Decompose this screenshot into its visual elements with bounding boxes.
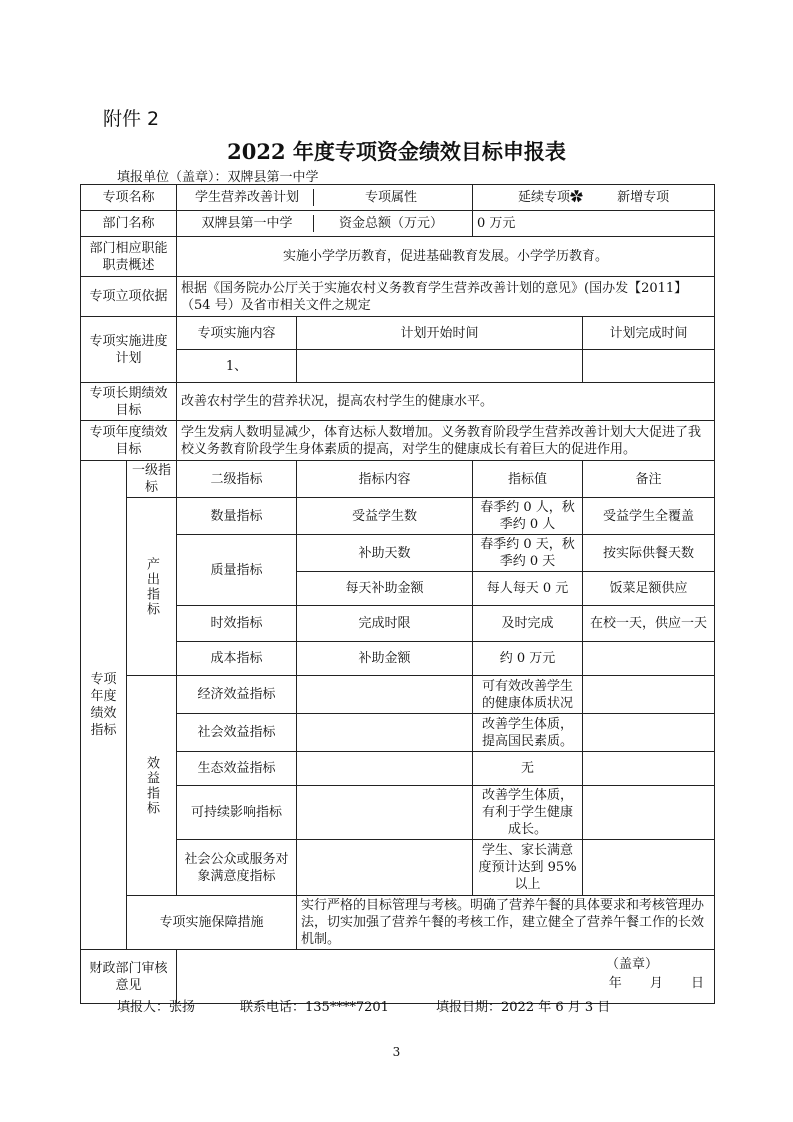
output-row	[81, 642, 715, 676]
longterm-text: 改善农村学生的营养状况，提高农村学生的健康水平。	[177, 383, 715, 421]
output-note	[583, 642, 715, 676]
output-note: 受益学生全覆盖	[583, 498, 715, 535]
guarantee-row	[81, 896, 715, 950]
basis-text: 根据《国务院办公厅关于实施农村义务教育学生营养改善计划的意见》(国办发【2011】（54 号）及省市相关文件之规定	[177, 277, 715, 317]
output-value: 每人每天 0 元	[473, 572, 583, 606]
duty-row	[81, 237, 715, 277]
benefit-row	[81, 676, 715, 714]
output-level2: 质量指标	[177, 535, 297, 606]
duty-label: 部门相应职能职责概述	[81, 237, 177, 277]
footer-date: 填报日期：2022 年 6 月 3 日	[436, 1000, 611, 1015]
benefit-value: 学生、家长满意度预计达到 95%以上	[473, 840, 583, 896]
output-row	[81, 535, 715, 572]
longterm-label: 专项长期绩效目标	[81, 383, 177, 421]
indicator-section-label: 专项年度绩效指标	[81, 461, 127, 950]
output-content: 完成时限	[297, 606, 473, 642]
output-row	[81, 606, 715, 642]
benefit-value: 改善学生体质，有利于学生健康成长。	[473, 786, 583, 840]
benefit-content	[297, 676, 473, 714]
duty-text: 实施小学学历教育，促进基础教育发展。小学学历教育。	[177, 237, 715, 277]
basis-label: 专项立项依据	[81, 277, 177, 317]
attachment-label: 附件 2	[103, 108, 160, 130]
output-content: 补助天数	[297, 535, 473, 572]
guarantee-label: 专项实施保障措施	[127, 896, 297, 950]
attribute-new: 新增专项	[617, 190, 670, 205]
plan-end	[583, 350, 715, 383]
benefit-level2: 经济效益指标	[177, 676, 297, 714]
header-level2: 二级指标	[177, 461, 297, 498]
plan-data-row	[81, 350, 715, 383]
output-row	[81, 498, 715, 535]
attribute-value	[473, 185, 715, 211]
output-level2: 成本指标	[177, 642, 297, 676]
footer-filler: 填报人：张扬	[117, 1000, 196, 1015]
output-value: 春季约 0 天，秋季约 0 天	[473, 535, 583, 572]
basis-row	[81, 277, 715, 317]
fund-label: 资金总额（万元）	[313, 215, 468, 232]
benefit-value: 可有效改善学生的健康体质状况	[473, 676, 583, 714]
benefit-level2: 生态效益指标	[177, 752, 297, 786]
plan-header-end: 计划完成时间	[583, 317, 715, 350]
annual-label: 专项年度绩效目标	[81, 421, 177, 461]
review-date: 年 月 日	[608, 975, 705, 991]
guarantee-text: 实行严格的目标管理与考核。明确了营养午餐的具体要求和考核管理办法，切实加强了营养午餐的考核工作，建立健全了营养午餐工作的长效机制。	[297, 896, 715, 950]
output-content: 受益学生数	[297, 498, 473, 535]
form-title: 2022 年度专项资金绩效目标申报表	[227, 139, 566, 164]
benefit-content	[297, 714, 473, 752]
header-content: 指标内容	[297, 461, 473, 498]
plan-start	[297, 350, 583, 383]
header-level1: 一级指标	[127, 461, 177, 498]
annual-text: 学生发病人数明显减少，体育达标人数增加。义务教育阶段学生营养改善计划大大促进了我校义务教育阶段学生身体素质的提高，对学生的健康成长有着巨大的促进作用。	[177, 421, 715, 461]
benefit-value: 改善学生体质，提高国民素质。	[473, 714, 583, 752]
output-value: 及时完成	[473, 606, 583, 642]
benefit-note	[583, 840, 715, 896]
header-value: 指标值	[473, 461, 583, 498]
plan-label: 专项实施进度计划	[81, 317, 177, 383]
attribute-label: 专项属性	[313, 189, 468, 206]
output-content: 每天补助金额	[297, 572, 473, 606]
output-note: 按实际供餐天数	[583, 535, 715, 572]
fund-value: 0 万元	[473, 211, 715, 237]
footer-phone: 联系电话：135****7201	[240, 1000, 389, 1015]
project-name-label: 专项名称	[81, 185, 177, 211]
longterm-row	[81, 383, 715, 421]
project-name-cell	[177, 185, 473, 211]
plan-content: 1、	[177, 350, 297, 383]
benefit-content	[297, 752, 473, 786]
application-table	[80, 184, 715, 1004]
benefit-value: 无	[473, 752, 583, 786]
dept-name-value: 双牌县第一中学	[201, 216, 293, 231]
benefit-note	[583, 752, 715, 786]
project-name-value: 学生营养改善计划	[195, 190, 300, 205]
output-value: 春季约 0 人，秋季约 0 人	[473, 498, 583, 535]
dept-name-label: 部门名称	[81, 211, 177, 237]
seal-text: （盖章）	[606, 956, 659, 972]
dept-name-cell	[177, 211, 473, 237]
annual-row	[81, 421, 715, 461]
benefit-content	[297, 786, 473, 840]
project-row	[81, 185, 715, 211]
output-label: 产出指标	[127, 498, 177, 676]
output-level2: 时效指标	[177, 606, 297, 642]
page-number: 3	[392, 1045, 401, 1059]
finance-label: 财政部门审核意见	[81, 950, 177, 1004]
plan-header-start: 计划开始时间	[297, 317, 583, 350]
plan-header-content: 专项实施内容	[177, 317, 297, 350]
plan-header-row	[81, 317, 715, 350]
output-note: 饭菜足额供应	[583, 572, 715, 606]
benefit-level2: 社会效益指标	[177, 714, 297, 752]
benefit-row	[81, 786, 715, 840]
output-value: 约 0 万元	[473, 642, 583, 676]
benefit-level2: 可持续影响指标	[177, 786, 297, 840]
benefit-note	[583, 714, 715, 752]
benefit-level2: 社会公众或服务对象满意度指标	[177, 840, 297, 896]
attribute-continue: 延续专项✿	[517, 190, 583, 205]
benefit-note	[583, 786, 715, 840]
benefit-row	[81, 840, 715, 896]
output-level2: 数量指标	[177, 498, 297, 535]
dept-row	[81, 211, 715, 237]
header-note: 备注	[583, 461, 715, 498]
output-content: 补助金额	[297, 642, 473, 676]
filling-unit: 填报单位（盖章）：双牌县第一中学	[117, 170, 319, 185]
benefit-row	[81, 714, 715, 752]
indicator-header-row	[81, 461, 715, 498]
benefit-row	[81, 752, 715, 786]
benefit-content	[297, 840, 473, 896]
output-note: 在校一天，供应一天	[583, 606, 715, 642]
benefit-note	[583, 676, 715, 714]
benefit-label: 效益指标	[127, 676, 177, 896]
